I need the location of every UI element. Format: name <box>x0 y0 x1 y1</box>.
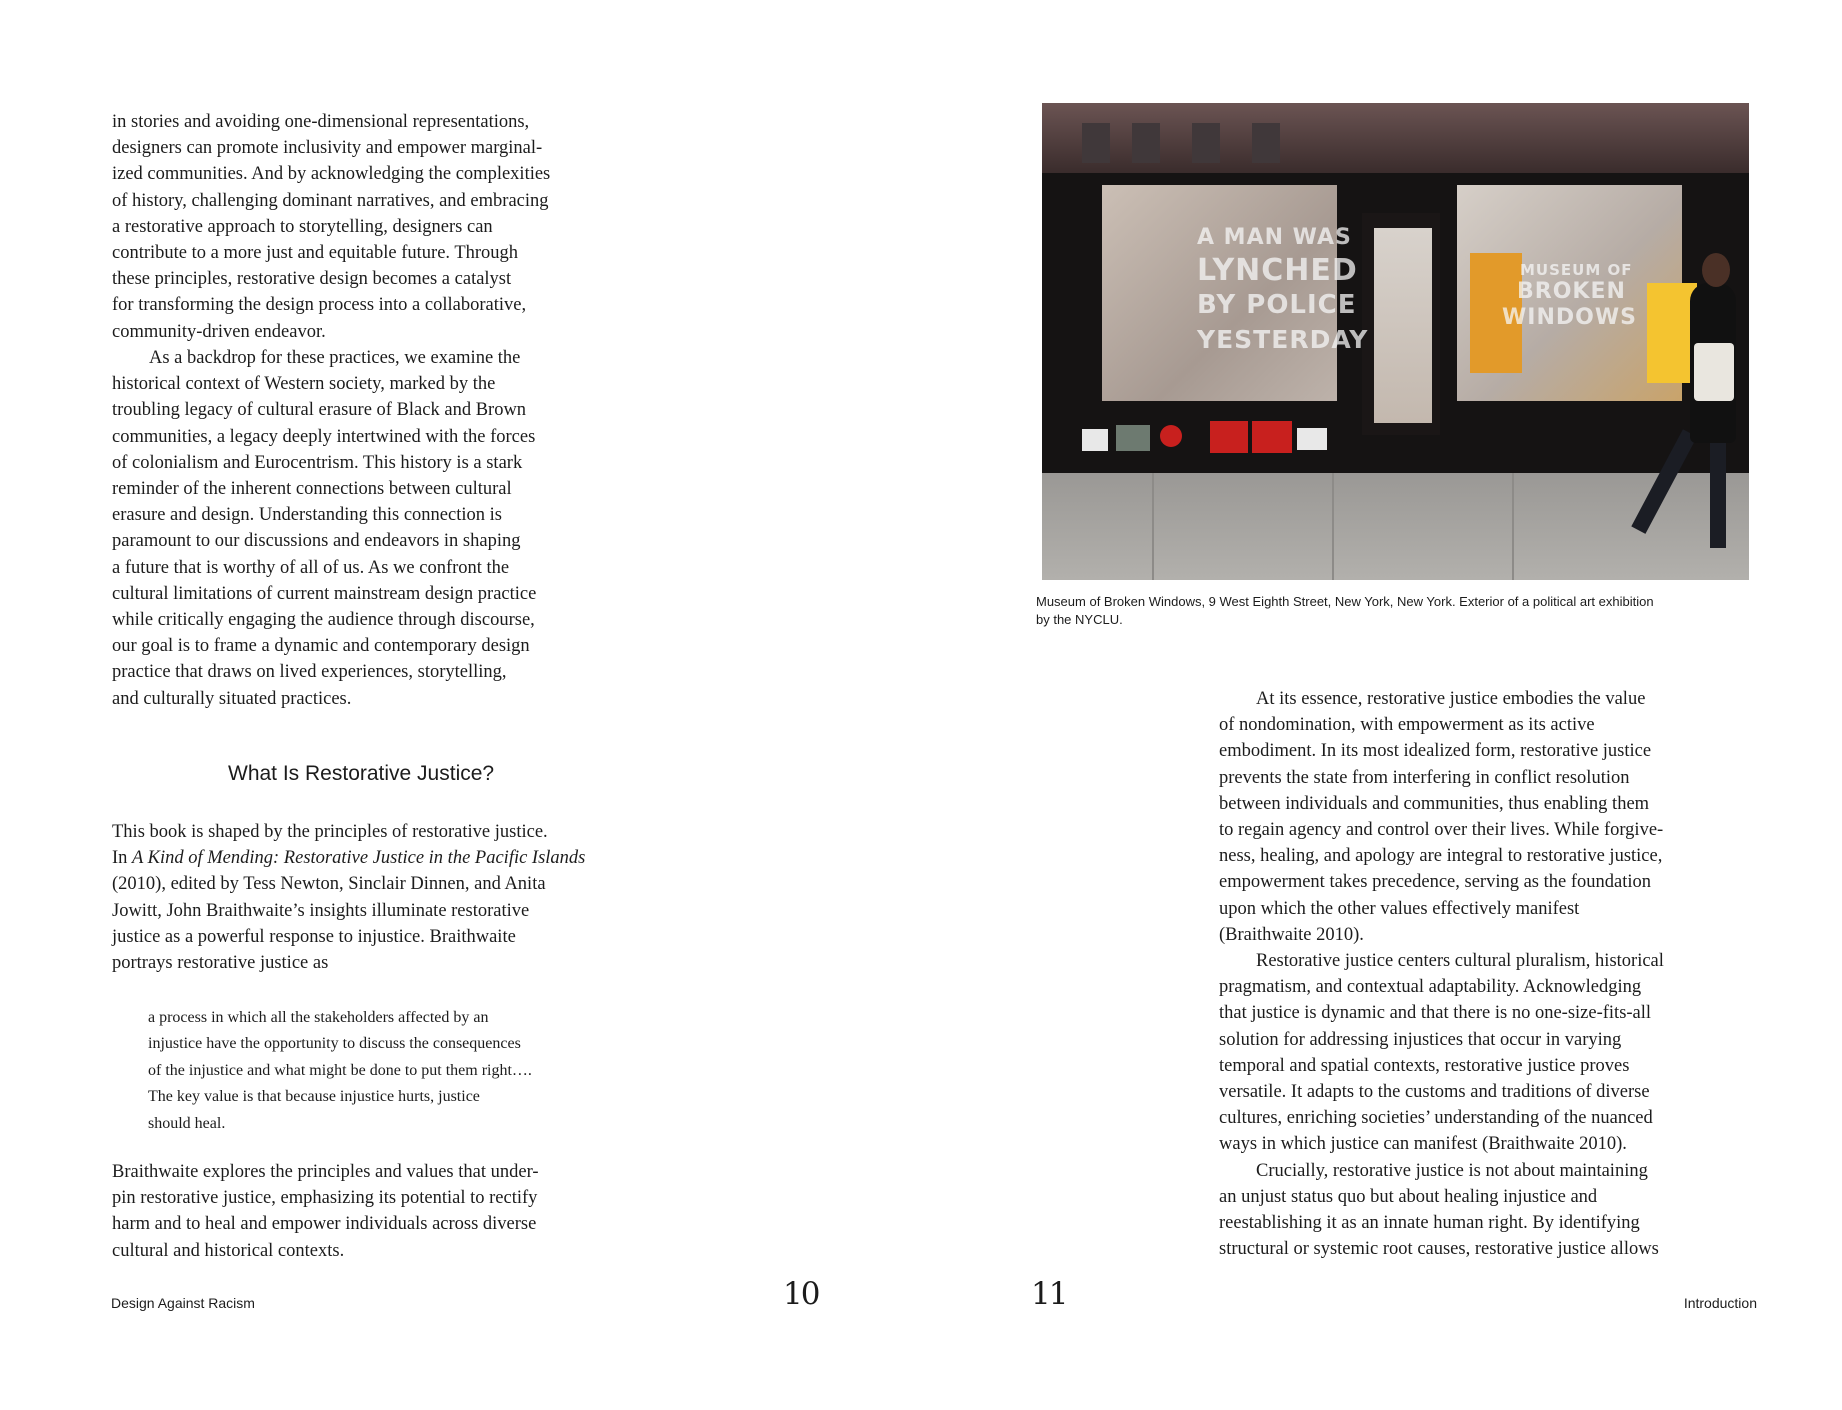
quote-line: of the injustice and what might be done to put them right…. <box>148 1061 532 1079</box>
text-line: ness, healing, and apology are integral to restorative justice, <box>1219 846 1663 867</box>
backdrop-paragraph <box>112 345 536 712</box>
text-line: justice as a powerful response to injustice. Braithwaite <box>112 926 516 947</box>
text-line: troubling legacy of cultural erasure of Black and Brown <box>112 400 527 421</box>
quote-line: The key value is that because injustice hurts, justice <box>148 1088 480 1106</box>
sidewalk-joint <box>1512 473 1514 580</box>
right-page <box>921 0 1842 1410</box>
text-line: pin restorative justice, emphasizing its potential to rectify <box>112 1188 538 1209</box>
text-line: cultural limitations of current mainstream design practice <box>112 583 537 604</box>
tote-bag <box>1694 343 1734 401</box>
shaped-paragraph <box>112 819 585 976</box>
intro-paragraph <box>112 109 550 345</box>
quote-line: injustice have the opportunity to discuss the consequences <box>148 1035 521 1053</box>
window-text-line: A MAN WAS <box>1197 225 1352 250</box>
text-line: of colonialism and Eurocentrism. This history is a stark <box>112 452 523 473</box>
closing-paragraph <box>112 1159 539 1264</box>
text-line: harm and to heal and empower individuals across diverse <box>112 1214 537 1235</box>
text-line: prevents the state from interfering in conflict resolution <box>1219 767 1630 788</box>
text-line <box>112 845 585 871</box>
braithwaite-quote <box>148 1005 532 1137</box>
text-line: a restorative approach to storytelling, designers can <box>112 216 493 237</box>
text-line: that justice is dynamic and that there is no one-size-fits-all <box>1219 1003 1652 1024</box>
text-line: empowerment takes precedence, serving as the foundation <box>1219 872 1652 893</box>
text-line: pragmatism, and contextual adaptability. Acknowledging <box>1219 977 1642 998</box>
wall-panel <box>1116 425 1150 451</box>
text-line: Jowitt, John Braithwaite’s insights illuminate restorative <box>112 900 530 921</box>
text-line: these principles, restorative design becomes a catalyst <box>112 269 512 290</box>
text-line: (Braithwaite 2010). <box>1219 924 1364 945</box>
page-number: 11 <box>1031 1276 1067 1312</box>
text-line: while critically engaging the audience through discourse, <box>112 610 535 631</box>
building-window <box>1252 123 1280 163</box>
sidewalk-joint <box>1152 473 1154 580</box>
text-line: Braithwaite explores the principles and values that under- <box>112 1162 539 1182</box>
museum-storefront-photo <box>1042 103 1749 580</box>
window-text-line: WINDOWS <box>1502 305 1637 330</box>
text-line: As a backdrop for these practices, we examine the <box>149 348 521 368</box>
text-line: erasure and design. Understanding this connection is <box>112 505 502 526</box>
building-window <box>1132 123 1160 163</box>
window-text-line: YESTERDAY <box>1197 325 1369 354</box>
window-text-line: BROKEN <box>1517 279 1626 304</box>
caption-line: Museum of Broken Windows, 9 West Eighth Street, New York, New York. Exterior of a political art exhibition <box>1036 594 1654 609</box>
running-footer-title: Design Against Racism <box>111 1295 255 1311</box>
sidewalk-joint <box>1332 473 1334 580</box>
text-line: Restorative justice centers cultural pluralism, historical <box>1256 951 1664 972</box>
pedestrian-head <box>1702 253 1730 287</box>
text-prefix: In <box>112 848 133 869</box>
text-line: of nondomination, with empowerment as its active <box>1219 715 1595 736</box>
photo-caption <box>1036 593 1654 629</box>
building-window <box>1082 123 1110 163</box>
text-line: solution for addressing injustices that occur in varying <box>1219 1029 1622 1050</box>
caption-line: by the NYCLU. <box>1036 612 1123 627</box>
text-line: our goal is to frame a dynamic and contemporary design <box>112 636 530 657</box>
text-line: This book is shaped by the principles of restorative justice. <box>112 822 548 842</box>
text-line: reminder of the inherent connections between cultural <box>112 479 512 500</box>
text-line: of history, challenging dominant narratives, and embracing <box>112 190 549 211</box>
wall-sign <box>1082 429 1108 451</box>
quote-line: a process in which all the stakeholders affected by an <box>148 1009 489 1026</box>
window-text-line: BY POLICE <box>1197 290 1357 320</box>
essence-paragraph <box>1219 686 1664 1262</box>
text-line: an unjust status quo but about healing injustice and <box>1219 1186 1598 1207</box>
text-line: (2010), edited by Tess Newton, Sinclair Dinnen, and Anita <box>112 874 546 895</box>
building-window <box>1192 123 1220 163</box>
sprinkler-sign <box>1252 421 1292 453</box>
page-number: 10 <box>783 1276 819 1312</box>
text-line: and culturally situated practices. <box>112 688 352 709</box>
text-line: community-driven endeavor. <box>112 321 326 342</box>
text-line: At its essence, restorative justice embodies the value <box>1256 689 1646 709</box>
text-line: in stories and avoiding one-dimensional representations, <box>112 112 530 132</box>
text-line: upon which the other values effectively manifest <box>1219 898 1580 919</box>
door-glass <box>1374 228 1432 423</box>
text-line: a future that is worthy of all of us. As we confront the <box>112 557 510 578</box>
text-line: portrays restorative justice as <box>112 953 329 974</box>
text-line: ways in which justice can manifest (Braithwaite 2010). <box>1219 1134 1627 1155</box>
wall-sign <box>1297 428 1327 450</box>
text-line: versatile. It adapts to the customs and traditions of diverse <box>1219 1082 1650 1103</box>
text-line: communities, a legacy deeply intertwined with the forces <box>112 426 536 447</box>
text-line: ized communities. And by acknowledging the complexities <box>112 164 551 185</box>
window-text-line: MUSEUM OF <box>1520 261 1633 279</box>
section-heading: What Is Restorative Justice? <box>228 762 495 785</box>
window-text-line: LYNCHED <box>1197 253 1358 288</box>
quote-line: should heal. <box>148 1114 226 1132</box>
text-line: practice that draws on lived experiences, storytelling, <box>112 662 507 683</box>
text-line: historical context of Western society, marked by the <box>112 374 496 395</box>
running-footer-title: Introduction <box>1683 1295 1757 1311</box>
text-line: structural or systemic root causes, restorative justice allows <box>1219 1239 1659 1260</box>
text-line: to regain agency and control over their lives. While forgive- <box>1219 820 1664 841</box>
book-title: A Kind of Mending: Restorative Justice in the Pacific Islands <box>132 848 586 869</box>
text-line: embodiment. In its most idealized form, restorative justice <box>1219 741 1652 762</box>
text-line: paramount to our discussions and endeavors in shaping <box>112 531 521 552</box>
text-line: Crucially, restorative justice is not about maintaining <box>1256 1160 1648 1181</box>
fire-alarm-bell <box>1160 425 1182 447</box>
fire-department-sign <box>1210 421 1248 453</box>
text-line: temporal and spatial contexts, restorative justice proves <box>1219 1055 1630 1076</box>
text-line: contribute to a more just and equitable future. Through <box>112 243 519 264</box>
text-line: reestablishing it as an innate human right. By identifying <box>1219 1213 1640 1234</box>
text-line: designers can promote inclusivity and empower marginal- <box>112 138 543 159</box>
text-line: for transforming the design process into a collaborative, <box>112 295 527 316</box>
text-line: between individuals and communities, thus enabling them <box>1219 793 1650 814</box>
pedestrian-leg <box>1710 433 1726 548</box>
text-line: cultures, enriching societies’ understanding of the nuanced <box>1219 1108 1653 1129</box>
text-line: cultural and historical contexts. <box>112 1240 345 1261</box>
